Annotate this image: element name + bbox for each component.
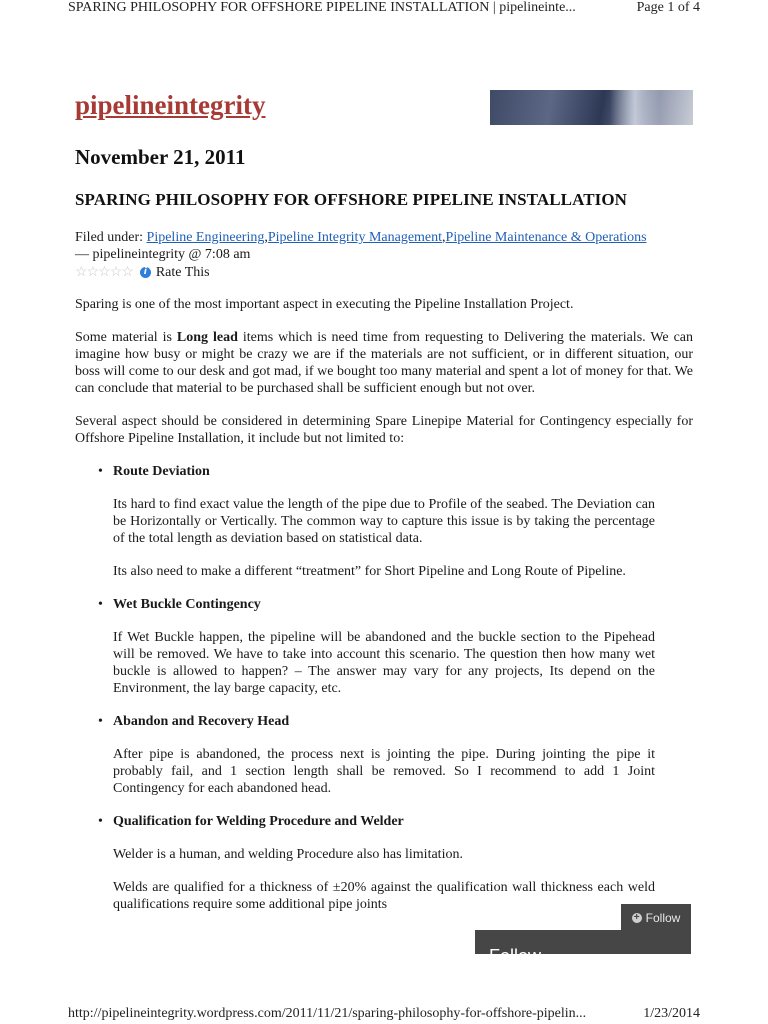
star-icon-3[interactable]: ☆ <box>98 265 110 280</box>
print-footer-url: http://pipelineintegrity.wordpress.com/2011/11/21/sparing-philosophy-for-offshore-pipelin... <box>68 1006 587 1021</box>
bullet-route-deviation: • Route Deviation <box>113 463 693 480</box>
aspects-paragraph: Several aspect should be considered in determining Spare Linepipe Material for Contingency especially for Offshore Pipeline Installation, it include but not limited to: <box>75 414 693 446</box>
intro-paragraph: Sparing is one of the most important aspect in executing the Pipeline Installation Project. <box>75 297 574 312</box>
long-lead-bold: Long lead <box>176 330 238 345</box>
star-icon-4[interactable]: ☆ <box>109 265 122 280</box>
route-deviation-paragraph-1: Its hard to find exact value the length of the pipe due to Profile of the seabed. The Deviation can be Horizontally or Vertically. The common way to capture this issue is by taking the percentage of the total length as deviation based on statistical data. <box>113 497 655 546</box>
print-footer <box>68 1006 700 1022</box>
post-title: SPARING PHILOSOPHY FOR OFFSHORE PIPELINE INSTALLATION <box>75 190 628 209</box>
long-lead-post: items which is need time from requesting to Delivering the materials. We can imagine how busy or might be crazy we are if the materials are not sufficient, or in different situation, our boss will come to our desk and got mad, if we bought too many material and spent a lot of money for that. We can conclude that material to be purchased shall be sufficient enough but not over. <box>75 330 694 396</box>
bullet-wet-buckle: • Wet Buckle Contingency <box>113 596 693 613</box>
print-header-title: SPARING PHILOSOPHY FOR OFFSHORE PIPELINE INSTALLATION | pipelineinte... <box>68 0 576 15</box>
follow-panel-label: Follow <box>489 946 542 966</box>
welding-paragraph-1: Welder is a human, and welding Procedure also has limitation. <box>113 847 463 862</box>
print-header <box>68 0 700 18</box>
star-icon-5[interactable]: ☆ <box>121 265 133 280</box>
abandon-recovery-paragraph: After pipe is abandoned, the process next is jointing the pipe. During jointing the pipe it probably fail, and 1 section length shall be removed. So I recommend to add 1 Joint Contingency for each abandoned head. <box>113 747 655 796</box>
post-date: November 21, 2011 <box>75 145 246 169</box>
category-link-pipeline-integrity-management[interactable]: Pipeline Integrity Management <box>267 230 443 245</box>
post-meta <box>75 229 695 281</box>
print-footer-date: 1/23/2014 <box>643 1006 700 1021</box>
print-page-number: Page 1 of 4 <box>636 0 700 15</box>
bullet-welding-qualification: • Qualification for Welding Procedure and Welder <box>113 813 693 830</box>
filed-under-label: Filed under: <box>75 230 144 245</box>
welding-paragraph-2: Welds are qualified for a thickness of ±20% against the qualification wall thickness each weld qualifications require some additional pipe joints <box>113 880 655 912</box>
long-lead-paragraph <box>75 329 693 397</box>
header-image <box>490 90 693 125</box>
rate-this-label[interactable]: Rate This <box>155 265 210 280</box>
blog-title-link[interactable]: pipelineintegrity <box>75 90 266 120</box>
follow-widget <box>475 904 691 966</box>
long-lead-pre: Some material is <box>75 330 177 345</box>
follow-button-label: Follow <box>645 911 681 925</box>
category-link-pipeline-maintenance-operations[interactable]: Pipeline Maintenance & Operations <box>445 230 647 245</box>
post-byline: — pipelineintegrity @ 7:08 am <box>75 247 251 262</box>
category-link-pipeline-engineering[interactable]: Pipeline Engineering <box>146 230 265 245</box>
follow-panel[interactable] <box>475 930 691 966</box>
star-icon-2[interactable]: ☆ <box>86 265 99 280</box>
follow-button[interactable] <box>621 904 691 932</box>
star-icon-1[interactable]: ☆ <box>75 265 87 280</box>
header-image-highlight <box>610 90 660 125</box>
rating-widget <box>75 264 695 281</box>
post-content <box>75 296 693 929</box>
bullet-abandon-recovery: • Abandon and Recovery Head <box>113 713 693 730</box>
info-icon[interactable]: i <box>140 267 151 278</box>
route-deviation-paragraph-2: Its also need to make a different “treatment” for Short Pipeline and Long Route of Pipeline. <box>113 564 626 579</box>
filed-under-line: Filed under: Pipeline Engineering,Pipeline Integrity Management,Pipeline Maintenance & Operations <box>75 230 647 245</box>
wet-buckle-paragraph: If Wet Buckle happen, the pipeline will be abandoned and the buckle section to the Pipehead will be removed. We have to take into account this scenario. The question then how many wet buckle is allowed to happen? – The answer may vary for any projects, Its depend on the Environment, the lay barge capacity, etc. <box>113 630 655 696</box>
plus-icon: + <box>632 913 642 923</box>
